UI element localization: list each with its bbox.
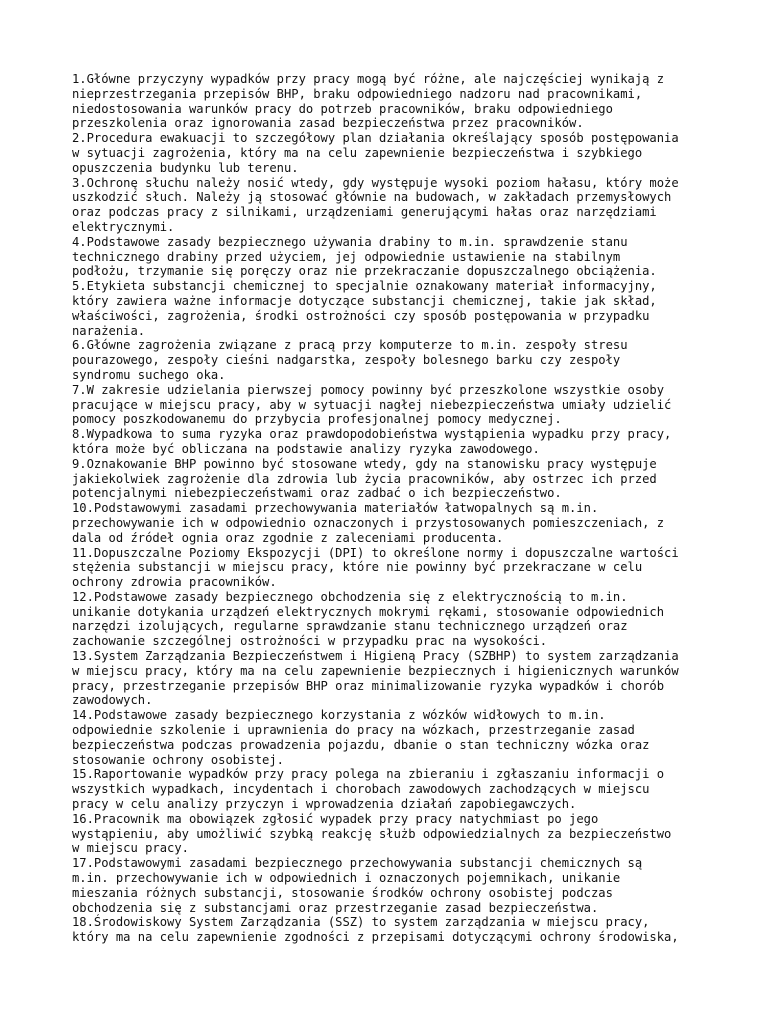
document-text-line: odpowiednie szkolenie i uprawnienia do pracy na wózkach, przestrzeganie zasad [72, 723, 635, 738]
document-text-line: stosowanie ochrony osobistej. [72, 752, 284, 767]
document-text-line: jakiekolwiek zagrożenie dla zdrowia lub życia pracowników, aby ostrzec ich przed [72, 471, 657, 486]
document-text-line: 13.System Zarządzania Bezpieczeństwem i Higieną Pracy (SZBHP) to system zarządzania [72, 649, 679, 664]
document-text-line: mieszania różnych substancji, stosowanie środków ochrony osobistej podczas [72, 885, 613, 900]
document-text-line: syndromu suchego oka. [72, 367, 226, 382]
document-text-line: pracujące w miejscu pracy, aby w sytuacji nagłej niebezpieczeństwa umiały udzielić [72, 397, 672, 412]
document-text-line: zawodowych. [72, 693, 153, 708]
document-text-line: pourazowego, zespoły cieśni nadgarstka, zespoły bolesnego barku czy zespoły [72, 353, 621, 368]
document-text-line: potencjalnymi niebezpieczeństwami oraz zadbać o ich bezpieczeństwo. [72, 486, 562, 501]
document-text-line: która może być obliczana na podstawie analizy ryzyka zawodowego. [72, 441, 540, 456]
document-text-line: unikanie dotykania urządzeń elektrycznych mokrymi rękami, stosowanie odpowiednich [72, 604, 665, 619]
document-text-line: 12.Podstawowe zasady bezpiecznego obchodzenia się z elektrycznością to m.in. [72, 589, 628, 604]
document-text-line: stężenia substancji w miejscu pracy, które nie powinny być przekraczane w celu [72, 560, 643, 575]
document-text-line: wszystkich wypadkach, incydentach i chorobach zawodowych zachodzących w miejscu [72, 782, 650, 797]
document-text-line: narzędzi izolujących, regularne sprawdzanie stanu technicznego urządzeń oraz [72, 619, 628, 634]
document-body-text [72, 72, 712, 945]
document-text-line: w miejscu pracy, który ma na celu zapewnienie bezpiecznych i higienicznych warunków [72, 663, 679, 678]
document-text-line: obchodzenia się z substancjami oraz przestrzeganie zasad bezpieczeństwa. [72, 900, 599, 915]
document-text-line: właściwości, zagrożenia, środki ostrożności czy sposób postępowania w przypadku [72, 308, 650, 323]
document-text-line: 5.Etykieta substancji chemicznej to specjalnie oznakowany materiał informacyjny, [72, 279, 657, 294]
document-text-line: w miejscu pracy. [72, 841, 189, 856]
document-text-line: 16.Pracownik ma obowiązek zgłosić wypadek przy pracy natychmiast po jego [72, 811, 599, 826]
document-text-line: który zawiera ważne informacje dotyczące substancji chemicznej, takie jak skład, [72, 293, 657, 308]
document-text-line: w sytuacji zagrożenia, który ma na celu zapewnienie bezpieczeństwa i szybkiego [72, 145, 643, 160]
document-text-line: pracy, przestrzeganie przepisów BHP oraz minimalizowanie ryzyka wypadków i chorób [72, 678, 665, 693]
document-text-line: dala od źródeł ognia oraz zgodnie z zaleceniami producenta. [72, 530, 504, 545]
document-text-line: 17.Podstawowymi zasadami bezpiecznego przechowywania substancji chemicznych są [72, 856, 643, 871]
document-text-line: 2.Procedura ewakuacji to szczegółowy plan działania określający sposób postępowania [72, 131, 679, 146]
document-text-line: zachowanie szczególnej ostrożności w przypadku prac na wysokości. [72, 634, 548, 649]
document-text-line: przeszkolenia oraz ignorowania zasad bezpieczeństwa przez pracowników. [72, 116, 584, 131]
document-text-line: 15.Raportowanie wypadków przy pracy polega na zbieraniu i zgłaszaniu informacji o [72, 767, 665, 782]
document-text-line: niedostosowania warunków pracy do potrzeb pracowników, braku odpowiedniego [72, 101, 613, 116]
document-text-line: bezpieczeństwa podczas prowadzenia pojazdu, dbanie o stan techniczny wózka oraz [72, 737, 650, 752]
document-text-line: narażenia. [72, 323, 146, 338]
document-text-line: 8.Wypadkowa to suma ryzyka oraz prawdopodobieństwa wystąpienia wypadku przy pracy, [72, 427, 672, 442]
document-text-line: nieprzestrzegania przepisów BHP, braku odpowiedniego nadzoru nad pracownikami, [72, 86, 643, 101]
document-text-line: 11.Dopuszczalne Poziomy Ekspozycji (DPI) to określone normy i dopuszczalne wartości [72, 545, 679, 560]
document-text-line: 4.Podstawowe zasady bezpiecznego używania drabiny to m.in. sprawdzenie stanu [72, 234, 628, 249]
document-text-line: ochrony zdrowia pracowników. [72, 575, 277, 590]
document-text-line: 7.W zakresie udzielania pierwszej pomocy powinny być przeszkolone wszystkie osoby [72, 382, 665, 397]
document-text-line: 9.Oznakowanie BHP powinno być stosowane wtedy, gdy na stanowisku pracy występuje [72, 456, 657, 471]
document-page [72, 72, 712, 945]
document-text-line: 18.Środowiskowy System Zarządzania (SSZ) to system zarządzania w miejscu pracy, [72, 915, 650, 930]
document-text-line: 14.Podstawowe zasady bezpiecznego korzystania z wózków widłowych to m.in. [72, 708, 606, 723]
document-text-line: podłożu, trzymanie się poręczy oraz nie przekraczanie dopuszczalnego obciążenia. [72, 264, 657, 279]
document-text-line: elektrycznymi. [72, 219, 175, 234]
document-text-line: 10.Podstawowymi zasadami przechowywania materiałów łatwopalnych są m.in. [72, 501, 599, 516]
document-text-line: m.in. przechowywanie ich w odpowiednich i oznaczonych pojemnikach, unikanie [72, 871, 621, 886]
document-text-line: pracy w celu analizy przyczyn i wprowadzenia działań zapobiegawczych. [72, 797, 577, 812]
document-text-line: przechowywanie ich w odpowiednio oznaczonych i przystosowanych pomieszczeniach, z [72, 515, 665, 530]
document-text-line: 3.Ochronę słuchu należy nosić wtedy, gdy występuje wysoki poziom hałasu, który może [72, 175, 679, 190]
document-text-line: 1.Główne przyczyny wypadków przy pracy mogą być różne, ale najczęściej wynikają z [72, 72, 665, 86]
document-text-line: technicznego drabiny przed użyciem, jej odpowiednie ustawienie na stabilnym [72, 249, 621, 264]
document-text-line: pomocy poszkodowanemu do przybycia profesjonalnej pomocy medycznej. [72, 412, 562, 427]
document-text-line: uszkodzić słuch. Należy ją stosować głównie na budowach, w zakładach przemysłowych [72, 190, 672, 205]
document-text-line: wystąpieniu, aby umożliwić szybką reakcję służb odpowiedzialnych za bezpieczeństwo [72, 826, 672, 841]
document-text-line: 6.Główne zagrożenia związane z pracą przy komputerze to m.in. zespoły stresu [72, 338, 628, 353]
document-text-line: który ma na celu zapewnienie zgodności z przepisami dotyczącymi ochrony środowiska, [72, 930, 679, 945]
document-text-line: opuszczenia budynku lub terenu. [72, 160, 299, 175]
document-text-line: oraz podczas pracy z silnikami, urządzeniami generującymi hałas oraz narzędziami [72, 205, 657, 220]
